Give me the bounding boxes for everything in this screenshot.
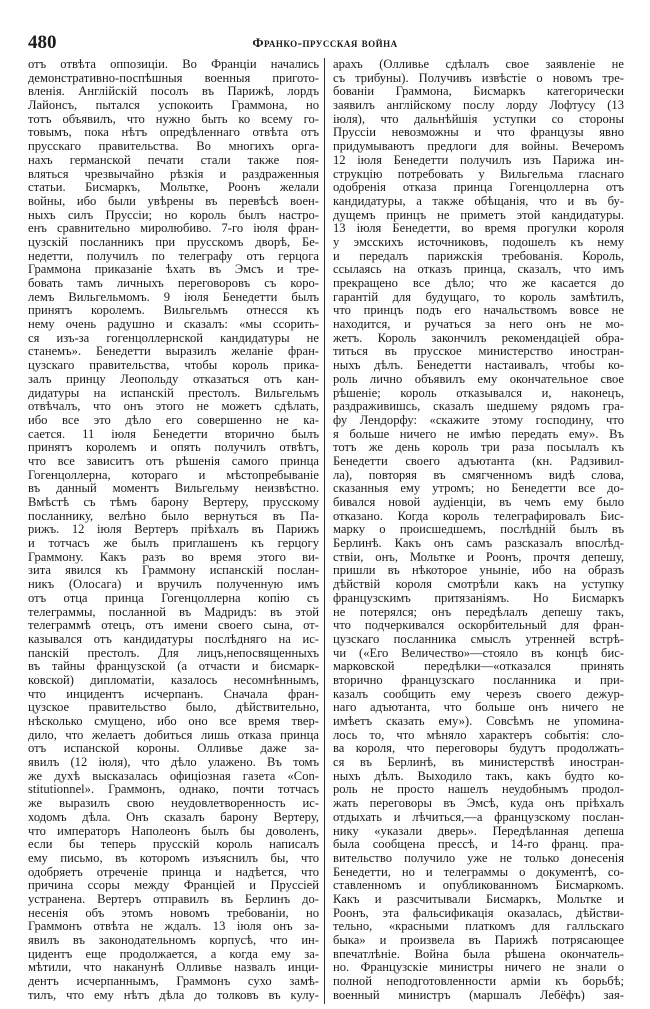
text-line: цузскаго посланника смыслъ утренней встрѣ- [333, 632, 624, 646]
text-line: рижъ. 12 іюля Вертеръ пріѣхалъ въ Парижъ [28, 523, 319, 537]
text-line: бивался новой аудіенціи, въ чемъ ему было [333, 496, 624, 509]
text-line: Какъ и разсчитывали Бисмаркъ, Мольтке и [333, 892, 624, 906]
text-line: отвѣчалъ, что онъ этого не можетъ сдѣлать, [28, 400, 319, 414]
text-line: пришли въ нѣкоторое уныніе, ибо на образъ [333, 564, 624, 578]
text-line: stitutionnel». Граммонъ, однако, почти тотчасъ [28, 783, 319, 797]
text-line: военный министръ (маршалъ Лебёфъ) зая- [333, 988, 624, 1002]
text-line: ва короля, что переговоры будутъ продолжать- [333, 742, 624, 756]
text-line: придумываютъ предлоги для войны. Вечеромъ [333, 140, 624, 154]
text-line: полной неподготовленности арміи къ борьбѣ; [333, 975, 624, 989]
text-line: Граммонъ отвѣта не ждалъ. 13 іюля онъ за- [28, 920, 319, 934]
text-line: демонстративно-поспѣшныя военныя пригото- [28, 71, 319, 85]
text-line: вительство получило уже не только донесенія [333, 851, 624, 865]
text-line: въ данный моментъ Вильгельму неизвѣстно. [28, 482, 319, 496]
text-line: ставленномъ и опубликованномъ Бисмаркомъ. [333, 879, 624, 893]
text-line: нику «указали дверь». Передѣланная депеша [333, 824, 624, 838]
text-line: что подчеркивался оскорбительный для фран- [333, 619, 624, 633]
text-line: 12 іюля Бенедетти получилъ изъ Парижа ин- [333, 153, 624, 167]
text-line: отъ отца принца Гогенцоллерна копію съ [28, 591, 319, 605]
text-line: ныхъ дѣлъ. Бенедетти настаивалъ, чтобы ко- [333, 359, 624, 373]
text-line: что принцъ подъ его начальствомъ вовсе не [333, 304, 624, 318]
text-line: дидатуры на испанскій престолъ. Вильгельмъ [28, 386, 319, 400]
text-line: арахъ (Олливье сдѣлалъ свое заявленіе не [333, 58, 624, 71]
text-line: у эмсскихъ источниковъ, подошелъ къ нему [333, 235, 624, 249]
text-line: телеграммѣ отецъ, отъ имени своего сына, от- [28, 619, 319, 633]
text-line: принятъ королемъ. Вильгельмъ отнесся къ [28, 304, 319, 318]
text-line: Бенедетти, но и телеграммы о документѣ, со- [333, 865, 624, 879]
text-line: заявилъ англійскому послу лорду Лофтусу (13 [333, 99, 624, 113]
text-line: ныхъ силъ Пруссіи; но король былъ настро- [28, 208, 319, 222]
text-line: лемъ Вильгельмомъ. 9 іюля Бенедетти былъ [28, 290, 319, 304]
text-line: марковской передѣлки—«отказался принять [333, 660, 624, 674]
text-line: бовать тамъ личныхъ переговоровъ съ коро- [28, 277, 319, 290]
text-line: ныхъ дѣлъ. Выходило такъ, какъ будто ко- [333, 769, 624, 783]
text-line: ходомъ дѣла. Онъ сказалъ барону Вертеру, [28, 810, 319, 824]
text-line: цузскій посланникъ при прусскомъ дворѣ, Бе- [28, 235, 319, 249]
text-line: ему письмо, въ которомъ изъяснилъ бы, что [28, 851, 319, 865]
text-line: марку о происшедшемъ, послѣдній былъ въ [333, 523, 624, 537]
text-line: залъ принцу Леопольду отказаться отъ кан- [28, 372, 319, 386]
text-line: панскій престолъ. Для лицъ,непосвященныхъ [28, 646, 319, 660]
text-line: дущемъ принцъ не приметъ этой кандидатуры. [333, 208, 624, 222]
text-line: Лайонсъ, пытался успокоить Граммона, но [28, 99, 319, 113]
text-line: не потерялся; онъ передѣлалъ депешу такъ, [333, 605, 624, 619]
text-line: я больше ничего не имѣю передать ему». Въ [333, 427, 624, 441]
text-line: отдыхать и лѣчиться,—а французскому послан- [333, 810, 624, 824]
text-line: Гогенцоллерна, котораго и мѣстопребываніе [28, 468, 319, 482]
text-line: Берлинѣ. Какъ онъ самъ разсказалъ впослѣд- [333, 537, 624, 551]
text-line: сказанныя ему утромъ; но Бенедетти все до- [333, 482, 624, 496]
text-line: кандидатуры, а также обѣщанія, что и въ бу- [333, 194, 624, 208]
text-line: телеграммы, посланной въ Мадридъ: въ этой [28, 605, 319, 619]
text-line: ся въ Берлинѣ, въ министерствѣ иностран- [333, 756, 624, 770]
text-line: Роонъ, эта фальсификація оказалась, дѣйстви- [333, 906, 624, 920]
text-line: титься въ прусское министерство иностран- [333, 345, 624, 359]
text-line: ссылаясь на отказъ принца, сказалъ, что имъ [333, 263, 624, 277]
text-line: статьи. Бисмаркъ, Мольтке, Роонъ желали [28, 181, 319, 195]
text-line: бованіи Граммона, Бисмаркъ категорически [333, 85, 624, 99]
left-column [28, 58, 319, 1002]
text-line: тотъ объявилъ, что нужно быть ко всему го- [28, 112, 319, 126]
text-line: енъ сравнительно миролюбиво. 7-го іюля фран- [28, 222, 319, 236]
text-line: раздраживишсь, сказалъ шедшему рядомъ гра- [333, 400, 624, 414]
text-line: недетти, получилъ по телеграфу отъ герцога [28, 249, 319, 263]
text-line: несенія объ этомъ новомъ требованіи, но [28, 906, 319, 920]
text-line: ковской) дипломатіи, казалось несомнѣннымъ, [28, 673, 319, 687]
text-line: ла), повторяя въ смягченномъ видѣ слова, [333, 468, 624, 482]
text-line: съ трибуны). Получивъ извѣстіе о новомъ тре- [333, 71, 624, 85]
text-line: если бы теперь прусскій король написалъ [28, 838, 319, 852]
text-line: войны, ибо были увѣрены въ перевѣсѣ воен- [28, 194, 319, 208]
text-line: жетъ. Король закончилъ рекомендаціей обра- [333, 331, 624, 345]
text-line: была сообщена прессѣ, и 14-го франц. пра- [333, 838, 624, 852]
text-line: чи («Его Величество»—стояло въ концѣ бис- [333, 646, 624, 660]
text-line: товымъ, пока нѣтъ опредѣленнаго отвѣта отъ [28, 126, 319, 140]
text-line: гарантій для будущаго, то король замѣтилъ, [333, 290, 624, 304]
text-line: явилъ въ законодательномъ корпусѣ, что ин- [28, 934, 319, 947]
text-line: вленія. Англійскій посолъ въ Парижѣ, лордъ [28, 85, 319, 99]
text-line: станемъ». Бенедетти выразилъ желаніе фран- [28, 345, 319, 359]
text-line: одобренія отказа принца Гогенцоллерна отъ [333, 181, 624, 195]
text-line: струкцію потребовать у Вильгельма гласнаго [333, 167, 624, 181]
text-line: цидентъ еще продолжается, а когда ему за- [28, 947, 319, 961]
text-line: тотъ же день король три раза посылалъ къ [333, 441, 624, 455]
text-line: явилъ (12 іюля), что дѣло улажено. Въ томъ [28, 756, 319, 770]
text-line: устранена. Вертеръ отправилъ въ Берлинъ до- [28, 892, 319, 906]
text-line: и тотчасъ же былъ приглашенъ къ герцогу [28, 537, 319, 551]
text-line: роль не просто нашелъ неудобнымъ продол- [333, 783, 624, 797]
text-line: Граммону. Какъ разъ во время этого ви- [28, 550, 319, 564]
text-line: іюля), что дальнѣйшія уступки со стороны [333, 112, 624, 126]
text-line: посланнику, велѣно было вернуться въ Па- [28, 509, 319, 523]
text-line: ибо все это дѣло его совершенно не ка- [28, 413, 319, 427]
text-line: и передалъ парижскія требованія. Король, [333, 249, 624, 263]
text-line: что все зависитъ отъ рѣшенія самого принца [28, 454, 319, 468]
text-line: зита явился къ Граммону испанскій послан- [28, 564, 319, 578]
text-line: принятъ королемъ и опять получилъ отвѣтъ, [28, 441, 319, 455]
text-line: дило, что желаетъ добиться лишь отказа принца [28, 728, 319, 742]
text-line: въ тайны французской (а отчасти и бисмарк- [28, 660, 319, 674]
text-line: но. Французскіе министры ничего не знали о [333, 961, 624, 975]
right-column [333, 58, 624, 1002]
text-line: имѣетъ сказать ему»). Совсѣмъ не упомина- [333, 715, 624, 728]
text-line: казалъ сообщить ему черезъ своего дежур- [333, 687, 624, 701]
text-line: цузскаго правительства, чтобы король прика- [28, 359, 319, 373]
text-line: Граммона приказаніе ѣхать въ Эмсъ и тре- [28, 263, 319, 277]
text-line: нахъ германской печати стали также поя- [28, 153, 319, 167]
text-line: дѣйствій короля смотрѣли какъ на уступку [333, 578, 624, 592]
text-line: сается. 11 іюля Бенедетти вторично былъ [28, 427, 319, 441]
text-line: Вмѣстѣ съ тѣмъ барону Вертеру, прусскому [28, 496, 319, 509]
text-line: что императоръ Наполеонъ былъ бы доволенъ, [28, 824, 319, 838]
column-divider [324, 58, 325, 1004]
page-title: Франко-прусская война [252, 35, 398, 50]
text-line: цузское правительство было, дѣйствительно, [28, 701, 319, 715]
text-line: ствіи, онъ, Мольтке и Роонъ, прочтя депешу, [333, 550, 624, 564]
text-line: вляться чрезвычайно рѣзкія и раздраженныя [28, 167, 319, 181]
text-line: казывался отъ кандидатуры послѣдняго на ис- [28, 632, 319, 646]
text-line: же духѣ высказалась офиціозная газета «Con- [28, 769, 319, 783]
text-line: французскимъ притязаніямъ. Но Бисмаркъ [333, 591, 624, 605]
text-line: дентъ исчерпаннымъ, Граммонъ сухо замѣ- [28, 975, 319, 989]
text-line: находится, и ручаться за него онъ не мо- [333, 318, 624, 332]
text-line: 13 іюля Бенедетти, во время прогулки короля [333, 222, 624, 236]
text-line: мѣтили, что наканунѣ Олливье назвалъ инци- [28, 961, 319, 975]
text-line: Бенедетти своего адъютанта (кн. Радзивил- [333, 454, 624, 468]
text-line: ся изъ-за гогенцоллернской кандидатуры не [28, 331, 319, 345]
text-line: прекращено все дѣло; что же касается до [333, 277, 624, 290]
text-line: вторично французскаго посланника и при- [333, 673, 624, 687]
text-line: впечатлѣніе. Война была рѣшена окончатель- [333, 947, 624, 961]
text-line: нѣсколько смущено, ибо оно все время твер- [28, 715, 319, 728]
text-line: отъ испанской короны. Олливье даже за- [28, 742, 319, 756]
text-line: наго адъютанта, что больше онъ ничего не [333, 701, 624, 715]
text-line: фу Лендорфу: «скажите этому господину, что [333, 413, 624, 427]
text-line: отказано. Когда король телеграфировалъ Бис- [333, 509, 624, 523]
text-line: отъ отвѣта оппозиціи. Во Франціи начались [28, 58, 319, 71]
text-line: же выразилъ свою неудовлетворенность ис- [28, 797, 319, 811]
text-line: тилъ, что ему нѣтъ дѣла до толковъ въ кулу- [28, 988, 319, 1002]
text-line: одобряетъ отреченіе принца и надѣется, что [28, 865, 319, 879]
text-line: роль лично объявилъ ему окончательное свое [333, 372, 624, 386]
text-line: рѣшеніе; король отказывался и, наконецъ, [333, 386, 624, 400]
text-line: Пруссіи невозможны и что французы явно [333, 126, 624, 140]
text-line: лось то, что мѣняло характеръ событія: сло- [333, 728, 624, 742]
text-line: быка» и произвела въ Парижѣ потрясающее [333, 934, 624, 947]
text-line: что инцидентъ исчерпанъ. Сначала фран- [28, 687, 319, 701]
text-line: никъ (Олосага) и вручилъ полученную имъ [28, 578, 319, 592]
text-line: жать переговоры въ Эмсѣ, куда онъ пріѣхалъ [333, 797, 624, 811]
text-line: прусскаго правительства. Во многихъ орга- [28, 140, 319, 154]
text-line: тельно, «красными платкомъ для галльскаго [333, 920, 624, 934]
page-number: 480 [28, 32, 57, 53]
text-line: причина ссоры между Франціей и Пруссіей [28, 879, 319, 893]
text-line: нему очень радушно и сказалъ: «мы ссорить- [28, 318, 319, 332]
